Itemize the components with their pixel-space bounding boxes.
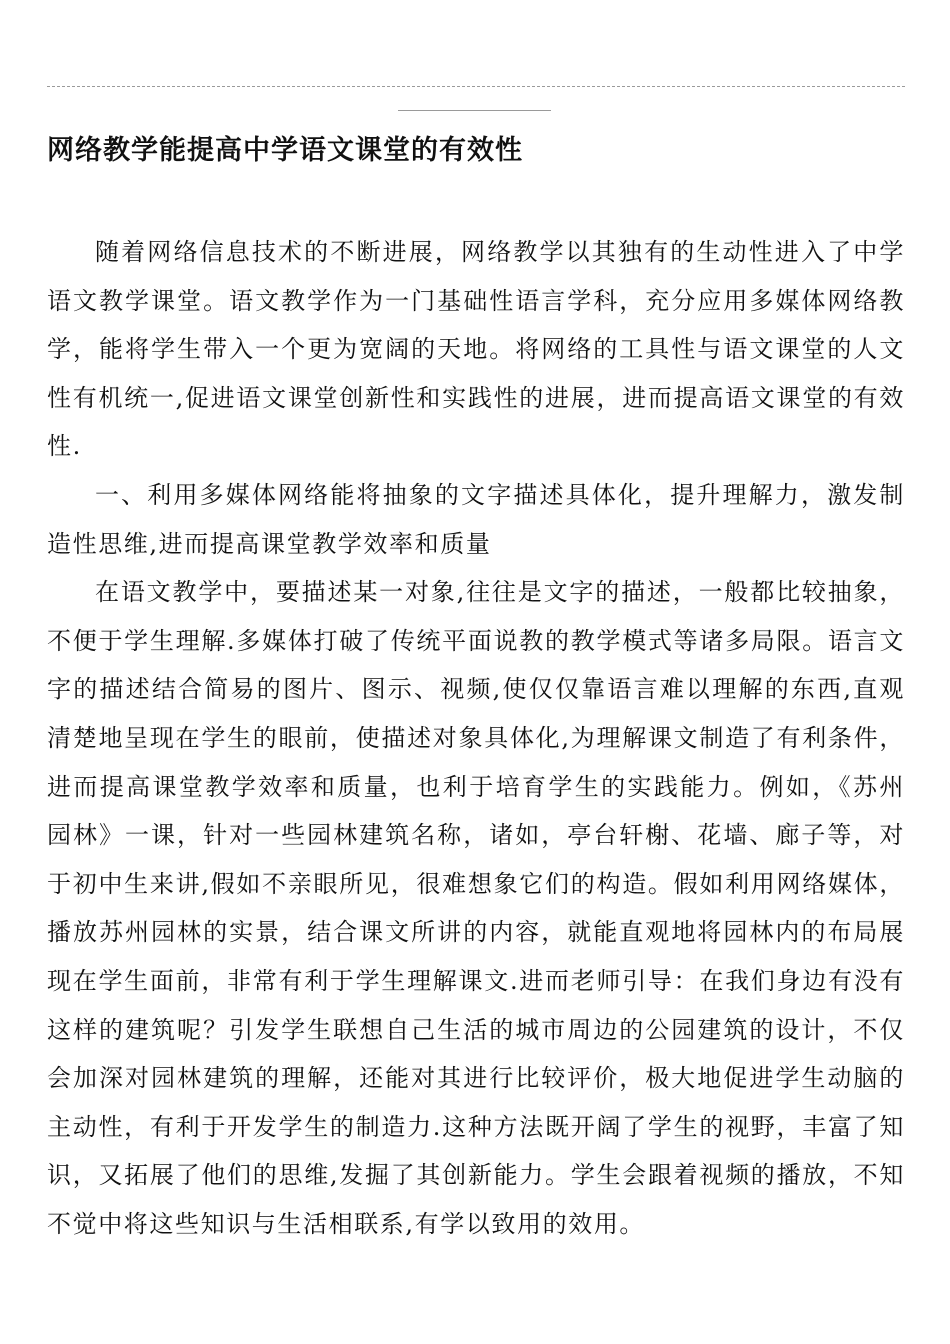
section-heading-1: 一、利用多媒体网络能将抽象的文字描述具体化，提升理解力，激发制造性思维,进而提高课堂教学效率和质量 (47, 480, 905, 558)
paragraph-section-1: 在语文教学中，要描述某一对象,往往是文字的描述，一般都比较抽象，不便于学生理解.多媒体打破了传统平面说教的教学模式等诸多局限。语言文字的描述结合简易的图片、图示、视频,使仅仅靠语言难以理解的东西,直观清楚地呈现在学生的眼前，使描述对象具体化,为理解课文制造了有利条件，进而提高课堂教学效率和质量，也利于培育学生的实践能力。例如，《苏州园林》一课，针对一些园林建筑名称，诸如，亭台轩榭、花墙、廊子等，对于初中生来讲,假如不亲眼所见，很难想象它们的构造。假如利用网络媒体，播放苏州园林的实景，结合课文所讲的内容，就能直观地将园林内的布局展现在学生面前，非常有利于学生理解课文.进而老师引导：在我们身边有没有这样的建筑呢？引发学生联想自己生活的城市周边的公园建筑的设计，不仅会加深对园林建筑的理解，还能对其进行比较评价，极大地促进学生动脑的主动性，有利于开发学生的制造力.这种方法既开阔了学生的视野，丰富了知识，又拓展了他们的思维,发掘了其创新能力。学生会跟着视频的播放，不知不觉中将这些知识与生活相联系,有学以致用的效用。 (47, 578, 905, 1238)
paragraph-intro: 随着网络信息技术的不断进展，网络教学以其独有的生动性进入了中学语文教学课堂。语文教学作为一门基础性语言学科，充分应用多媒体网络教学，能将学生带入一个更为宽阔的天地。将网络的工具性与语文课堂的人文性有机统一,促进语文课堂创新性和实践性的进展，进而提高语文课堂的有效性. (47, 238, 905, 461)
document-title: 网络教学能提高中学语文课堂的有效性 (47, 135, 523, 166)
header-divider (47, 86, 905, 87)
header-short-divider (398, 110, 551, 111)
document-body (47, 228, 905, 1248)
